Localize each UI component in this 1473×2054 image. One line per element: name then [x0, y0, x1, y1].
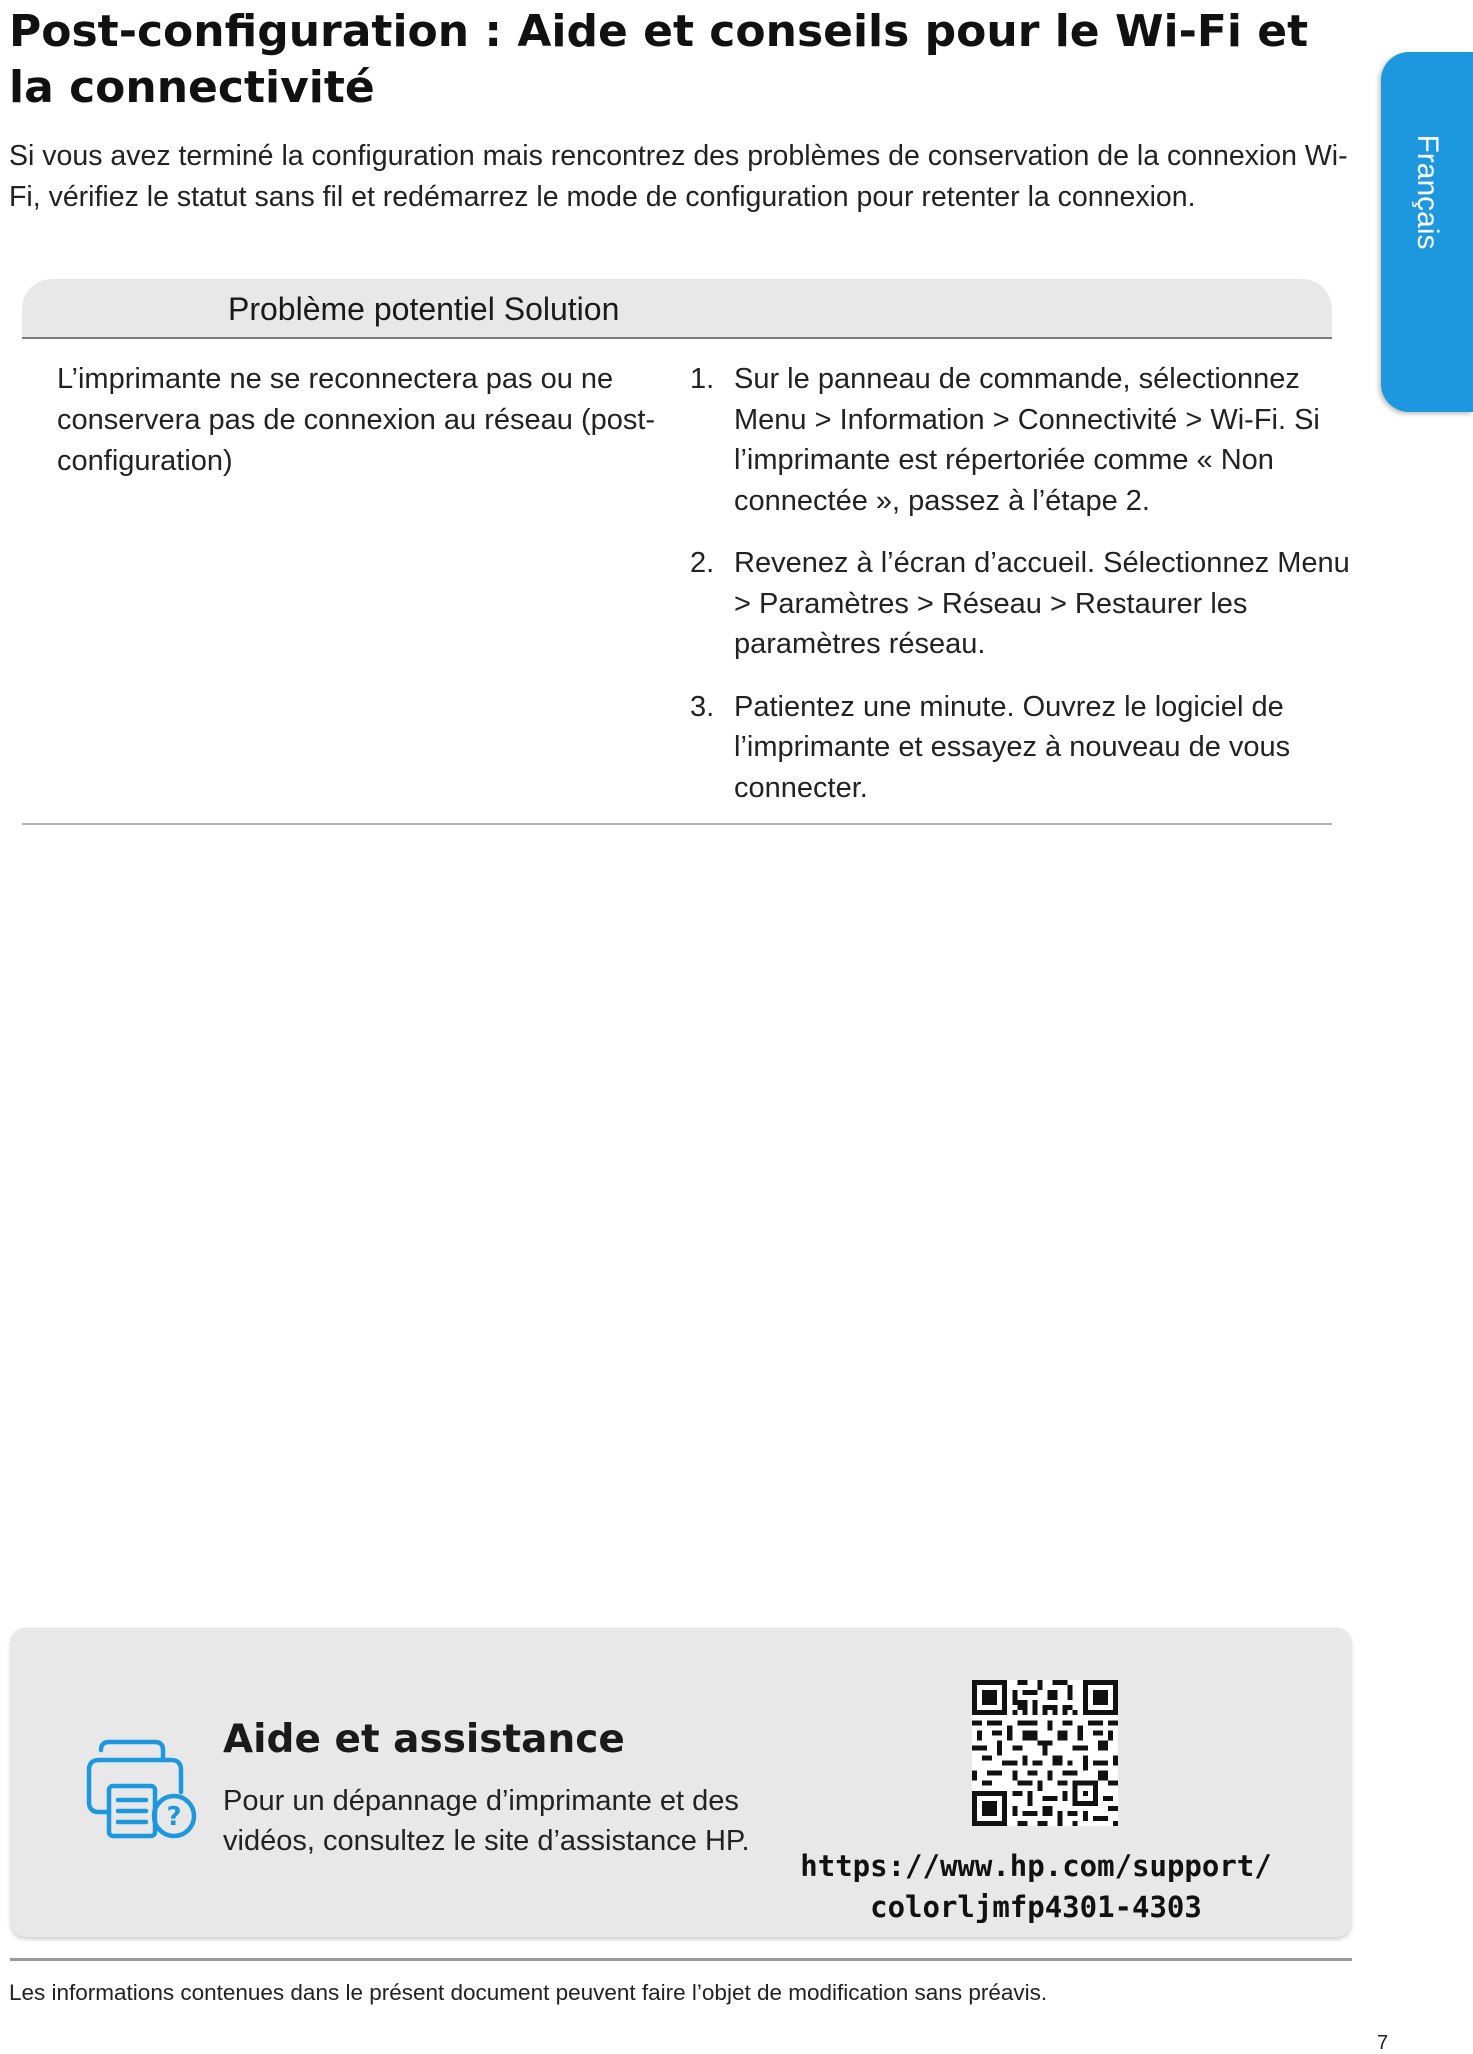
printer-help-icon — [71, 1728, 201, 1848]
help-text: Pour un dépannage d’imprimante et des vidéos, consultez le site d’assistance HP. — [223, 1785, 750, 1857]
solution-step — [690, 543, 1350, 665]
support-url[interactable] — [791, 1846, 1281, 1928]
language-tab — [1381, 52, 1473, 412]
intro-paragraph: Si vous avez terminé la configuration mais rencontrez des problèmes de conservation de la connexion Wi-Fi, vérifiez le statut sans fil et redémarrez le mode de configuration pour retenter la connexion. — [9, 140, 1348, 213]
table-header-label: Problème potentiel Solution — [228, 291, 620, 327]
page-title: Post-configuration : Aide et conseils pour le Wi-Fi et la connectivité — [9, 6, 1309, 113]
step-text: Revenez à l’écran d’accueil. Sélectionnez Menu > Paramètres > Réseau > Restaurer les paramètres réseau. — [734, 547, 1350, 660]
table-bottom-rule — [22, 823, 1332, 825]
footer-rule — [10, 1958, 1352, 1961]
solution-steps — [690, 359, 1350, 830]
footer-note: Les informations contenues dans le présent document peuvent faire l’objet de modification sans préavis. — [9, 1980, 1048, 2005]
step-number: 2. — [690, 547, 715, 579]
step-text: Patientez une minute. Ouvrez le logiciel de l’imprimante et essayez à nouveau de vous connecter. — [734, 690, 1291, 804]
solution-step — [690, 359, 1350, 521]
solution-step — [690, 687, 1350, 809]
support-url-line2: colorljmfp4301-4303 — [870, 1890, 1202, 1924]
svg-text:?: ? — [166, 1802, 182, 1832]
problem-cell: L’imprimante ne se reconnectera pas ou ne conservera pas de connexion au réseau (post-configuration) — [57, 363, 656, 477]
table-header — [22, 279, 1332, 339]
language-tab-label: Français — [1411, 134, 1444, 250]
qr-code — [972, 1680, 1118, 1826]
step-number: 1. — [690, 363, 715, 395]
support-url-line1: https://www.hp.com/support/ — [800, 1849, 1272, 1883]
help-support-box — [11, 1628, 1351, 1937]
step-number: 3. — [690, 690, 715, 723]
step-text: Sur le panneau de commande, sélectionnez Menu > Information > Connectivité > Wi-Fi. Si l’imprimante est répertoriée comme « Non connectée », passez à l’étape 2. — [734, 363, 1320, 517]
help-title: Aide et assistance — [223, 1717, 625, 1762]
page-number: 7 — [1377, 2032, 1389, 2054]
